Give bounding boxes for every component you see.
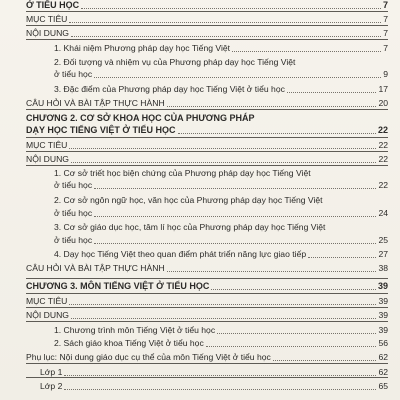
dot-leader [69,22,381,23]
dot-leader [69,148,376,149]
dot-leader [81,8,381,9]
toc-entry-page: 38 [378,263,388,273]
toc-entry-title: CHƯƠNG 2. CƠ SỞ KHOA HỌC CỦA PHƯƠNG PHÁP [26,113,255,123]
dot-leader [94,216,376,217]
toc-entry-title: MỤC TIÊU [26,140,68,150]
toc-entry-title: NỘI DUNG [26,28,69,38]
toc-entry-page: 7 [383,43,388,53]
section-rule [26,321,388,322]
toc-entry-page: 62 [378,367,388,377]
toc-entry-page: 20 [378,98,388,108]
section-rule [26,25,388,26]
toc-entry-page: 65 [378,381,388,391]
toc-entry-title: CHƯƠNG 3. MÔN TIẾNG VIỆT Ở TIỂU HỌC [26,281,210,291]
section-rule [26,11,388,12]
toc-entry-page: 7 [383,14,388,24]
toc-entry-title: 1. Chương trình môn Tiếng Việt ở tiểu học [54,325,216,335]
toc-entry-title: 1. Cơ sở triết học biện chứng của Phương pháp dạy học Tiếng Việt [54,168,311,178]
toc-entry-page: 39 [378,310,388,320]
toc-entry-title: MỤC TIÊU [26,14,68,24]
dot-leader [94,188,376,189]
dot-leader [64,389,376,390]
dot-leader [211,289,376,290]
toc-entry-page: 39 [378,296,388,306]
dot-leader [94,243,376,244]
section-rule [26,137,388,138]
section-rule [26,278,388,279]
dot-leader [64,375,376,376]
toc-entry-title: ở tiểu học [54,235,93,245]
toc-entry-title: Lớp 2 [40,381,63,391]
toc-entry-page: 22 [378,180,388,190]
section-rule [26,165,388,166]
dot-leader [71,318,376,319]
toc-entry-page: 39 [378,325,388,335]
toc-entry-title: NỘI DUNG [26,154,69,164]
toc-entry-title: 3. Đặc điểm của Phương pháp dạy học Tiếng Việt ở tiểu học [54,84,285,94]
toc-entry-title: ở tiểu học [54,69,93,79]
section-rule [26,307,388,308]
toc-entry-page: 7 [383,28,388,38]
toc-entry-page: 56 [378,338,388,348]
toc-entry-title: 3. Cơ sở giáo dục học, tâm lí học của Phương pháp dạy học Tiếng Việt [54,222,326,232]
toc-entry-title: Phụ lục: Nội dung giáo dục cụ thể của môn Tiếng Việt ở tiểu học [26,352,271,362]
toc-entry-title: NỘI DUNG [26,310,69,320]
dot-leader [71,36,381,37]
dot-leader [69,304,376,305]
section-rule [26,39,388,40]
toc-entry-page: 7 [382,0,388,10]
toc-entry-page: 9 [383,69,388,79]
dot-leader [308,257,376,258]
toc-entry-title: 2. Sách giáo khoa Tiếng Việt ở tiểu học [54,338,204,348]
dot-leader [71,162,376,163]
dot-leader [178,133,376,134]
toc-entry-page: 39 [377,281,388,291]
toc-entry-page: 25 [378,235,388,245]
dot-leader [273,360,377,361]
toc-entry-title: 2. Đối tượng và nhiệm vụ của Phương pháp dạy học Tiếng Việt [54,57,296,67]
section-rule [26,293,388,294]
toc-entry-title: 4. Dạy học Tiếng Việt theo quan điểm phát triển năng lực giao tiếp [54,249,307,259]
toc-entry-title: CÂU HỎI VÀ BÀI TẬP THỰC HÀNH [26,263,165,273]
toc-entry-title: Lớp 1 [40,367,63,377]
section-rule [26,151,388,152]
toc-entry-page: 62 [378,352,388,362]
dot-leader [94,77,381,78]
section-rule [26,377,388,378]
dot-leader [232,51,381,52]
toc-entry-page: 17 [378,84,388,94]
toc-entry-title: 1. Khái niệm Phương pháp dạy học Tiếng Việt [54,43,231,53]
dot-leader [167,106,377,107]
toc-entry-title: MỤC TIÊU [26,296,68,306]
toc-entry-title: DẠY HỌC TIẾNG VIỆT Ở TIỂU HỌC [26,125,176,135]
dot-leader [217,333,376,334]
section-rule [26,109,388,110]
toc-entry-title: Ở TIỂU HỌC [26,0,80,10]
toc-entry-title: ở tiểu học [54,180,93,190]
toc-entry-page: 27 [378,249,388,259]
dot-leader [287,92,377,93]
dot-leader [206,346,377,347]
dot-leader [167,271,377,272]
toc-entry-title: ở tiểu học [54,208,93,218]
section-rule [26,363,388,364]
toc-entry-page: 22 [378,154,388,164]
toc-entry-title: 2. Cơ sở ngôn ngữ học, văn học của Phương pháp dạy học Tiếng Việt [54,195,323,205]
toc-entry-page: 22 [378,140,388,150]
toc-entry-page: 22 [377,125,388,135]
toc-entry-title: CÂU HỎI VÀ BÀI TẬP THỰC HÀNH [26,98,165,108]
toc-entry-page: 24 [378,208,388,218]
